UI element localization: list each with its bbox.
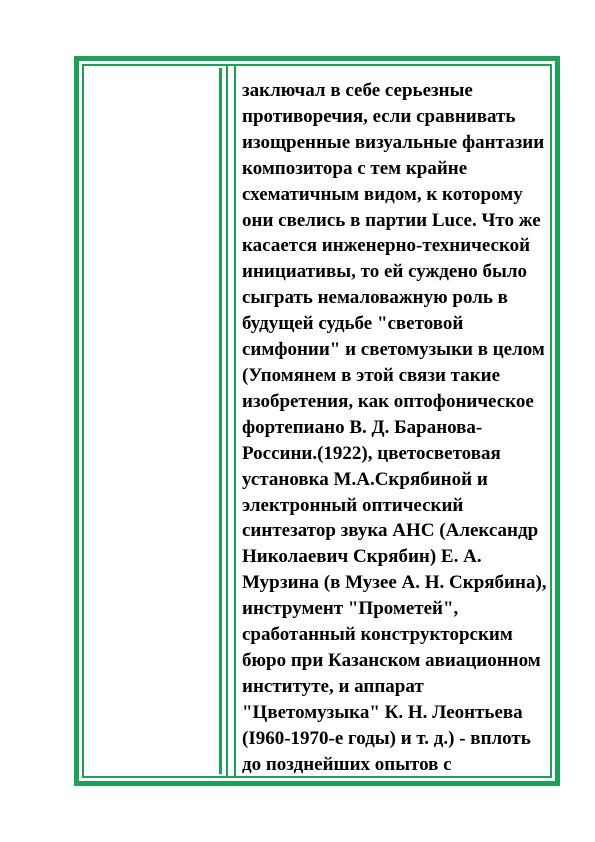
text-line: сработанный конструкторским [242, 624, 513, 646]
text-line: Россини.(1922), цветосветовая [242, 442, 501, 464]
text-line: до позднейших опытов с [242, 753, 452, 775]
text-line: инструмент "Прометей", [242, 598, 459, 620]
text-line: будущей судьбе "световой [242, 313, 464, 335]
table-left-cell [84, 66, 228, 776]
text-line: заключал в себе серьезные [242, 80, 473, 101]
table-right-cell [234, 66, 550, 776]
text-line: синтезатор звука АНС (Александр [242, 520, 539, 542]
text-line: противоречия, если сравнивать [242, 105, 516, 127]
text-line: "Цветомузыка" К. Н. Леонтьева [242, 701, 523, 723]
text-line: институте, и аппарат [242, 675, 424, 697]
text-line: изощренные визуальные фантазии [242, 131, 545, 153]
text-line: сыграть немаловажную роль в [242, 287, 508, 309]
table-left-cell-border [86, 68, 222, 774]
text-line: композитора с тем крайне [242, 157, 468, 179]
text-line: Николаевич Скрябин) Е. А. [242, 546, 482, 568]
text-line: бюро при Казанском авиационном [242, 649, 541, 671]
text-line: симфонии" и светомузыки в целом [242, 339, 545, 361]
text-line: инициативы, то ей суждено было [242, 261, 528, 283]
text-line: установка М.А.Скрябиной и [242, 468, 488, 490]
page-border-frame [74, 56, 560, 786]
text-line: они свелись в партии Luce. Что же [242, 209, 541, 231]
text-line: электронный оптический [242, 494, 464, 516]
text-line: (I960-1970-е годы) и т. д.) - вплоть [242, 727, 531, 749]
text-line: Мурзина (в Музее А. Н. Скрябина), [242, 572, 547, 594]
text-line: (Упомянем в этой связи такие [242, 364, 501, 386]
text-line: фортепиано В. Д. Баранова- [242, 416, 483, 438]
text-line: схематичным видом, к которому [242, 183, 523, 205]
text-line: изобретения, как оптофоническое [242, 390, 534, 412]
text-line: касается инженерно-технической [242, 235, 531, 257]
table [82, 64, 552, 778]
body-paragraph [242, 78, 546, 777]
